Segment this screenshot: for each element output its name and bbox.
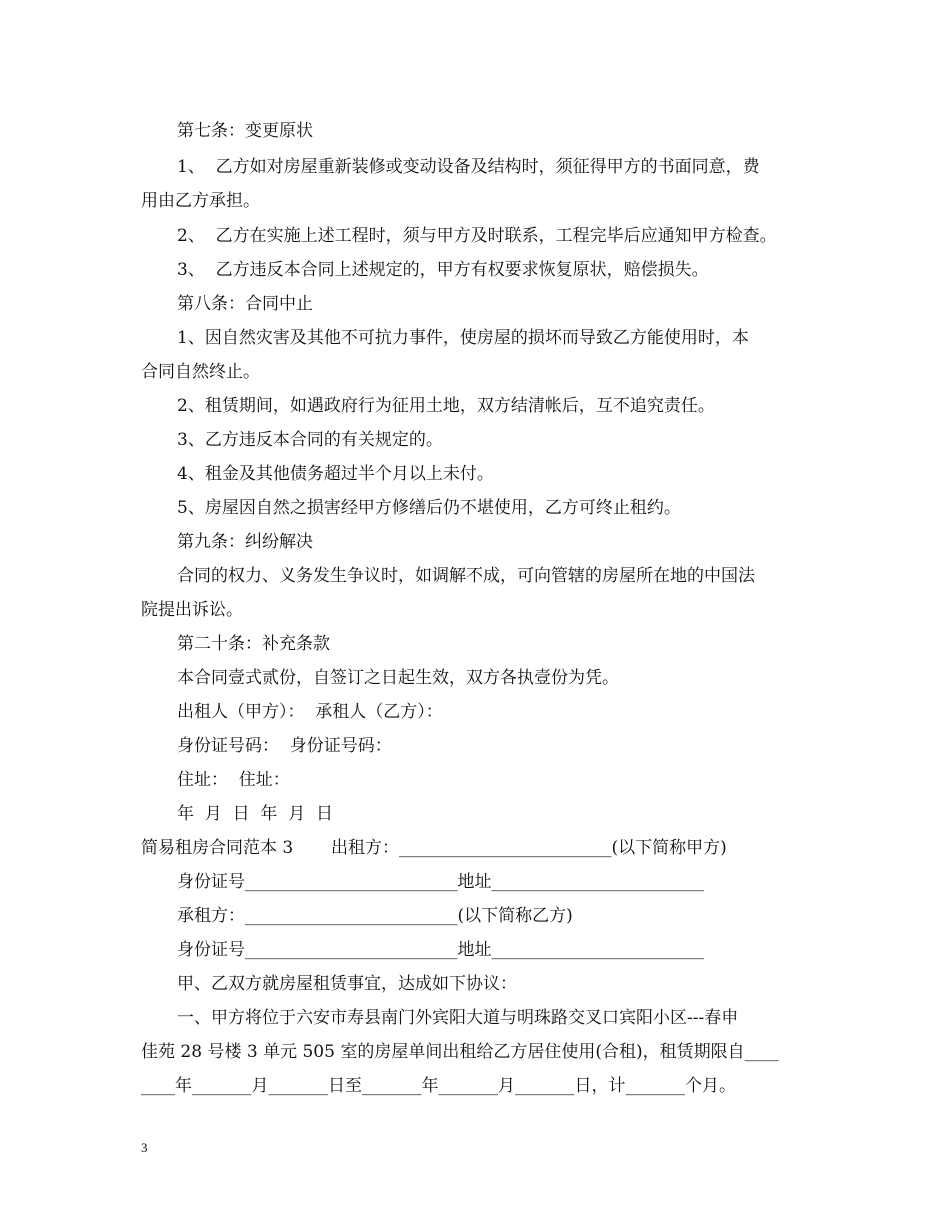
paragraph-line: 1、 乙方如对房屋重新装修或变动设备及结构时，须征得甲方的书面同意，费 [177,157,760,177]
paragraph-line: 4、租金及其他债务超过半个月以上未付。 [177,464,494,484]
form-field-line: 承租方：_________________________(以下简称乙方) [177,906,573,926]
paragraph-line: 2、租赁期间，如遇政府行为征用土地，双方结清帐后，互不追究责任。 [177,396,715,416]
article-20-heading: 第二十条：补充条款 [177,634,330,654]
article-7-heading: 第七条：变更原状 [177,121,313,141]
article-9-heading: 第九条：纠纷解决 [177,532,313,552]
paragraph-line: 5、房屋因自然之损害经甲方修缮后仍不堪使用，乙方可终止租约。 [177,498,681,518]
paragraph-line: 佳苑 28 号楼 3 单元 505 室的房屋单间出租给乙方居住使用(合租)，租赁期限自____ [141,1042,779,1062]
form-field-line: 身份证号_________________________地址_________________________ [177,940,704,960]
form-field-line: 身份证号_________________________地址_________________________ [177,872,704,892]
article-8-heading: 第八条：合同中止 [177,294,313,314]
paragraph-line: 3、乙方违反本合同的有关规定的。 [177,430,443,450]
date-line: 年 月 日 年 月 日 [177,804,334,824]
paragraph-line: 1、因自然灾害及其他不可抗力事件，使房屋的损坏而导致乙方能使用时，本 [177,328,749,348]
paragraph-line: 本合同壹式贰份，自签订之日起生效，双方各执壹份为凭。 [177,668,619,688]
template-title-line: 简易租房合同范本 3 出租方：_________________________(以下简称甲方) [141,838,727,858]
paragraph-line: ____年_______月_______日至_______年_______月_______日，计_______个月。 [141,1076,736,1096]
signature-parties-line: 出租人（甲方）： 承租人（乙方）： [177,702,443,722]
paragraph-line: 2、 乙方在实施上述工程时，须与甲方及时联系，工程完毕后应通知甲方检查。 [177,226,777,246]
paragraph-line: 合同的权力、义务发生争议时，如调解不成，可向管辖的房屋所在地的中国法 [177,566,755,586]
paragraph-line: 用由乙方承担。 [141,191,260,211]
address-line: 住址： 住址： [177,770,290,790]
page-number: 3 [141,1140,148,1155]
id-number-line: 身份证号码： 身份证号码： [177,736,392,756]
paragraph-line: 院提出诉讼。 [141,600,243,620]
paragraph-line: 一、甲方将位于六安市寿县南门外宾阳大道与明珠路交叉口宾阳小区---春申 [177,1008,739,1028]
paragraph-line: 合同自然终止。 [141,362,260,382]
paragraph-line: 3、 乙方违反本合同上述规定的，甲方有权要求恢复原状，赔偿损失。 [177,260,709,280]
paragraph-line: 甲、乙双方就房屋租赁事宜，达成如下协议： [177,974,517,994]
